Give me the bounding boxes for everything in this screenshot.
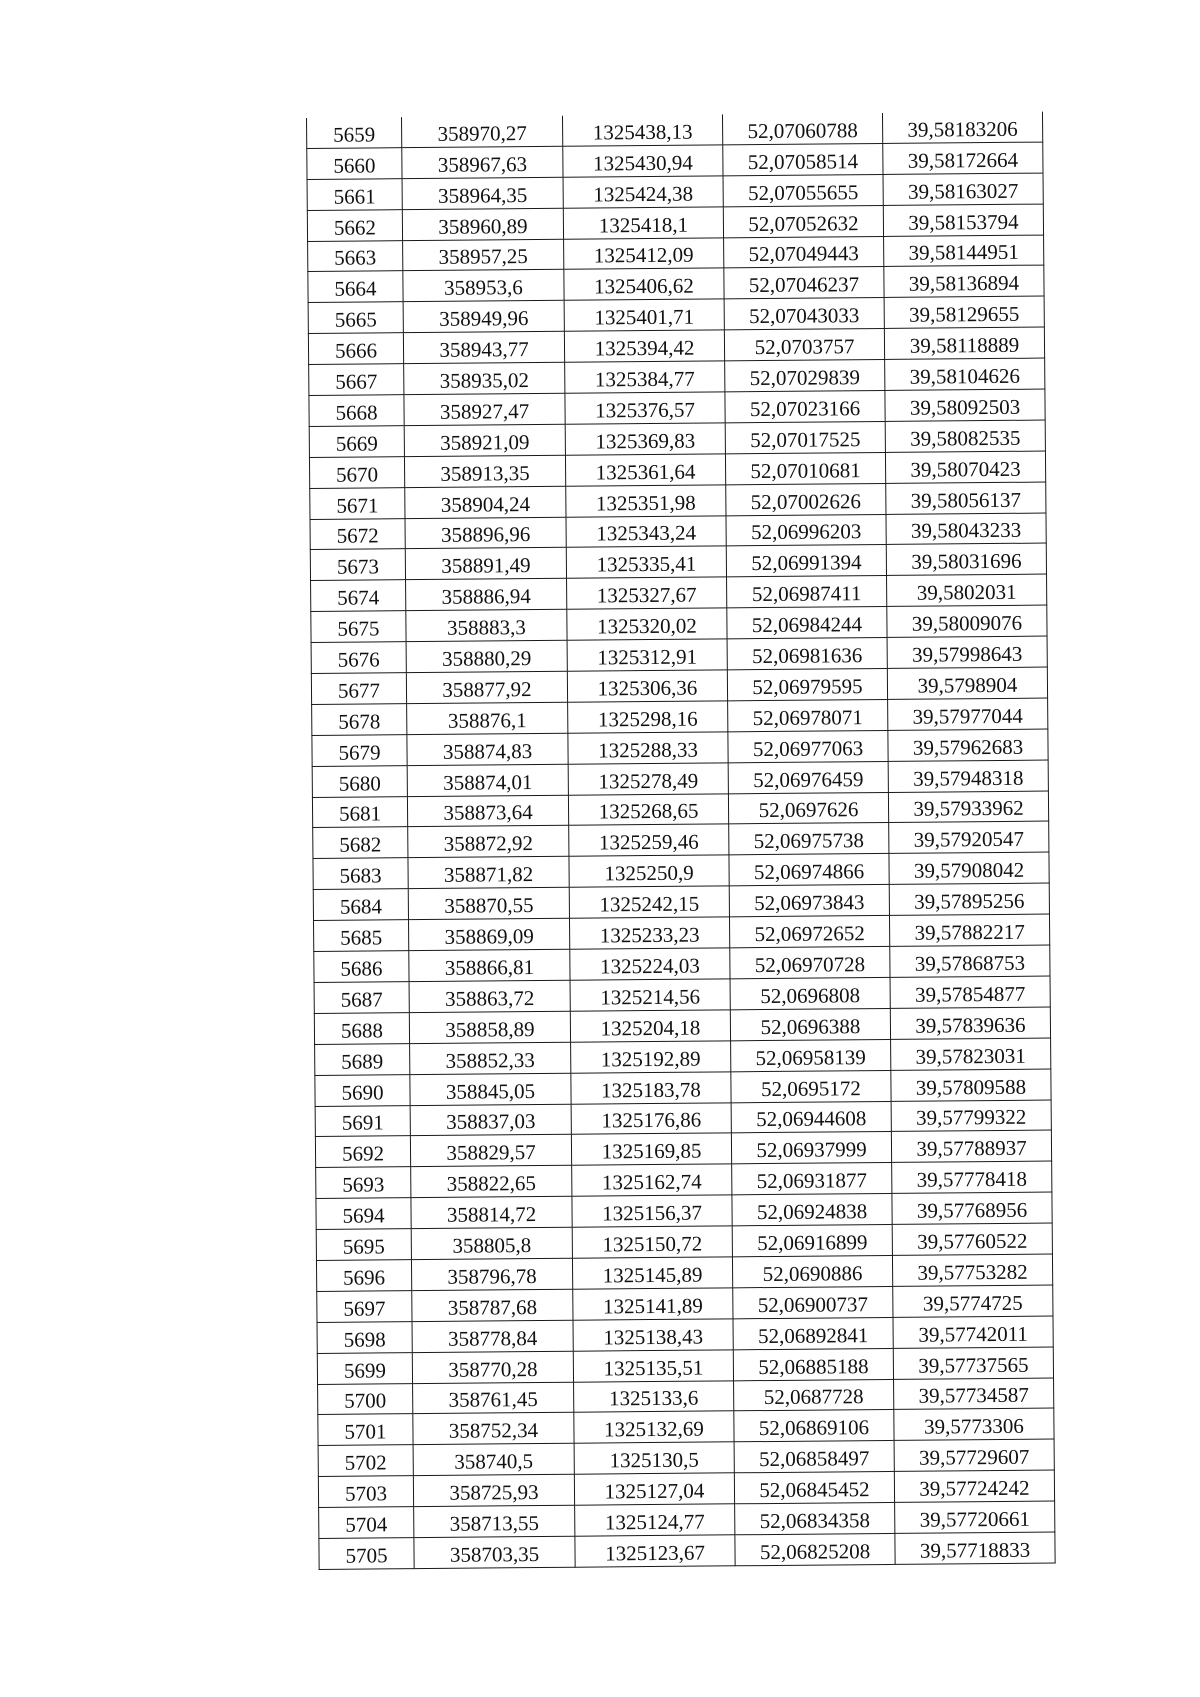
table-row	[319, 1532, 1055, 1569]
point-number-cell: 5672	[310, 518, 405, 550]
longitude-cell: 39,57742011	[893, 1316, 1053, 1348]
y-coordinate-cell: 1325394,42	[564, 330, 724, 362]
y-coordinate-cell: 1325133,6	[574, 1380, 734, 1412]
y-coordinate-cell: 1325288,33	[568, 732, 728, 764]
longitude-cell: 39,58183206	[882, 112, 1042, 144]
x-coordinate-cell: 358883,3	[406, 609, 567, 641]
point-number-cell: 5690	[315, 1074, 410, 1106]
latitude-cell: 52,06931877	[732, 1163, 892, 1195]
x-coordinate-cell: 358822,65	[411, 1166, 572, 1198]
longitude-cell: 39,58118889	[884, 327, 1044, 359]
longitude-cell: 39,57724242	[894, 1470, 1054, 1502]
latitude-cell: 52,0696808	[730, 977, 890, 1009]
point-number-cell: 5665	[308, 302, 403, 334]
longitude-cell: 39,58056137	[886, 482, 1046, 514]
latitude-cell: 52,06892841	[733, 1317, 893, 1349]
longitude-cell: 39,5773306	[894, 1408, 1054, 1440]
latitude-cell: 52,06916899	[732, 1224, 892, 1256]
y-coordinate-cell: 1325214,56	[570, 979, 730, 1011]
longitude-cell: 39,57799322	[891, 1100, 1051, 1132]
longitude-cell: 39,57908042	[889, 852, 1049, 884]
x-coordinate-cell: 358874,01	[407, 764, 568, 796]
point-number-cell: 5659	[306, 117, 401, 148]
y-coordinate-cell: 1325162,74	[572, 1164, 732, 1196]
y-coordinate-cell: 1325384,77	[565, 361, 725, 393]
y-coordinate-cell: 1325130,5	[574, 1442, 734, 1474]
longitude-cell: 39,58104626	[885, 358, 1045, 390]
y-coordinate-cell: 1325233,23	[569, 917, 729, 949]
latitude-cell: 52,06981636	[727, 638, 887, 670]
x-coordinate-cell: 358886,94	[406, 579, 567, 611]
y-coordinate-cell: 1325169,85	[571, 1133, 731, 1165]
point-number-cell: 5680	[312, 765, 407, 797]
latitude-cell: 52,07017525	[725, 421, 885, 453]
latitude-cell: 52,07023166	[725, 390, 885, 422]
x-coordinate-cell: 358725,93	[413, 1474, 574, 1506]
longitude-cell: 39,57854877	[890, 976, 1050, 1008]
x-coordinate-cell: 358953,6	[403, 270, 564, 302]
latitude-cell: 52,06984244	[727, 607, 887, 639]
y-coordinate-cell: 1325424,38	[563, 176, 723, 208]
point-number-cell: 5694	[316, 1198, 411, 1230]
point-number-cell: 5679	[312, 734, 407, 766]
point-number-cell: 5688	[314, 1012, 409, 1044]
point-number-cell: 5696	[316, 1260, 411, 1292]
point-number-cell: 5689	[315, 1043, 410, 1075]
longitude-cell: 39,58070423	[885, 451, 1045, 483]
longitude-cell: 39,57788937	[891, 1130, 1051, 1162]
point-number-cell: 5677	[311, 673, 406, 705]
x-coordinate-cell: 358874,83	[407, 733, 568, 765]
x-coordinate-cell: 358863,72	[409, 980, 570, 1012]
latitude-cell: 52,07002626	[726, 483, 886, 515]
longitude-cell: 39,58172664	[883, 142, 1043, 174]
longitude-cell: 39,57998643	[887, 636, 1047, 668]
y-coordinate-cell: 1325204,18	[570, 1010, 730, 1042]
x-coordinate-cell: 358921,09	[404, 424, 565, 456]
latitude-cell: 52,06885188	[733, 1348, 893, 1380]
longitude-cell: 39,57753282	[892, 1254, 1052, 1286]
y-coordinate-cell: 1325401,71	[564, 299, 724, 331]
y-coordinate-cell: 1325242,15	[569, 886, 729, 918]
x-coordinate-cell: 358935,02	[404, 362, 565, 394]
y-coordinate-cell: 1325298,16	[568, 701, 728, 733]
y-coordinate-cell: 1325138,43	[573, 1319, 733, 1351]
x-coordinate-cell: 358871,82	[408, 857, 569, 889]
latitude-cell: 52,06976459	[728, 761, 888, 793]
x-coordinate-cell: 358837,03	[410, 1104, 571, 1136]
y-coordinate-cell: 1325156,37	[572, 1195, 732, 1227]
x-coordinate-cell: 358869,09	[409, 918, 570, 950]
point-number-cell: 5695	[316, 1229, 411, 1261]
latitude-cell: 52,06924838	[732, 1194, 892, 1226]
longitude-cell: 39,58144951	[884, 235, 1044, 267]
y-coordinate-cell: 1325176,86	[571, 1102, 731, 1134]
x-coordinate-cell: 358913,35	[404, 455, 565, 487]
latitude-cell: 52,06977063	[728, 730, 888, 762]
y-coordinate-cell: 1325278,49	[568, 763, 728, 795]
point-number-cell: 5670	[309, 456, 404, 488]
point-number-cell: 5675	[311, 611, 406, 643]
latitude-cell: 52,07046237	[724, 267, 884, 299]
point-number-cell: 5668	[309, 395, 404, 427]
y-coordinate-cell: 1325135,51	[573, 1349, 733, 1381]
x-coordinate-cell: 358852,33	[410, 1042, 571, 1074]
x-coordinate-cell: 358870,55	[408, 887, 569, 919]
point-number-cell: 5676	[311, 642, 406, 674]
point-number-cell: 5698	[317, 1321, 412, 1353]
point-number-cell: 5686	[314, 951, 409, 983]
point-number-cell: 5673	[310, 549, 405, 581]
latitude-cell: 52,06973843	[729, 885, 889, 917]
x-coordinate-cell: 358904,24	[405, 486, 566, 518]
x-coordinate-cell: 358949,96	[403, 301, 564, 333]
point-number-cell: 5664	[308, 271, 403, 303]
y-coordinate-cell: 1325127,04	[574, 1473, 734, 1505]
y-coordinate-cell: 1325123,67	[575, 1535, 735, 1567]
latitude-cell: 52,0696388	[730, 1008, 890, 1040]
point-number-cell: 5683	[313, 858, 408, 890]
longitude-cell: 39,58009076	[887, 605, 1047, 637]
latitude-cell: 52,06845452	[734, 1472, 894, 1504]
longitude-cell: 39,58136894	[884, 266, 1044, 298]
longitude-cell: 39,57760522	[892, 1223, 1052, 1255]
latitude-cell: 52,06975738	[729, 823, 889, 855]
latitude-cell: 52,07058514	[723, 143, 883, 175]
y-coordinate-cell: 1325224,03	[570, 948, 730, 980]
latitude-cell: 52,07049443	[724, 236, 884, 268]
point-number-cell: 5687	[314, 982, 409, 1014]
y-coordinate-cell: 1325268,65	[568, 793, 728, 825]
point-number-cell: 5701	[318, 1414, 413, 1446]
x-coordinate-cell: 358778,84	[412, 1320, 573, 1352]
x-coordinate-cell: 358770,28	[412, 1351, 573, 1383]
longitude-cell: 39,58129655	[884, 296, 1044, 328]
longitude-cell: 39,57920547	[889, 822, 1049, 854]
latitude-cell: 52,06869106	[734, 1410, 894, 1442]
point-number-cell: 5684	[313, 889, 408, 921]
point-number-cell: 5691	[315, 1105, 410, 1137]
x-coordinate-cell: 358858,89	[409, 1011, 570, 1043]
y-coordinate-cell: 1325320,02	[567, 608, 727, 640]
latitude-cell: 52,07043033	[724, 298, 884, 330]
x-coordinate-cell: 358927,47	[404, 393, 565, 425]
y-coordinate-cell: 1325406,62	[564, 268, 724, 300]
point-number-cell: 5704	[319, 1507, 414, 1539]
x-coordinate-cell: 358787,68	[412, 1289, 573, 1321]
y-coordinate-cell: 1325430,94	[563, 145, 723, 177]
longitude-cell: 39,58153794	[883, 204, 1043, 236]
latitude-cell: 52,0690886	[732, 1255, 892, 1287]
y-coordinate-cell: 1325150,72	[572, 1226, 732, 1258]
longitude-cell: 39,57895256	[889, 883, 1049, 915]
latitude-cell: 52,06974866	[729, 854, 889, 886]
point-number-cell: 5685	[314, 920, 409, 952]
longitude-cell: 39,5802031	[887, 574, 1047, 606]
point-number-cell: 5663	[308, 240, 403, 272]
longitude-cell: 39,57977044	[888, 698, 1048, 730]
x-coordinate-cell: 358761,45	[413, 1382, 574, 1414]
latitude-cell: 52,06958139	[731, 1039, 891, 1071]
latitude-cell: 52,06970728	[730, 946, 890, 978]
x-coordinate-cell: 358703,35	[414, 1536, 575, 1568]
x-coordinate-cell: 358845,05	[410, 1073, 571, 1105]
point-number-cell: 5666	[308, 333, 403, 365]
point-number-cell: 5661	[307, 178, 402, 210]
y-coordinate-cell: 1325183,78	[571, 1071, 731, 1103]
point-number-cell: 5699	[317, 1352, 412, 1384]
latitude-cell: 52,07052632	[723, 205, 883, 237]
longitude-cell: 39,5774725	[893, 1285, 1053, 1317]
latitude-cell: 52,0697626	[728, 792, 888, 824]
x-coordinate-cell: 358880,29	[406, 640, 567, 672]
x-coordinate-cell: 358876,1	[407, 702, 568, 734]
longitude-cell: 39,57768956	[892, 1192, 1052, 1224]
point-number-cell: 5700	[318, 1383, 413, 1415]
point-number-cell: 5674	[311, 580, 406, 612]
y-coordinate-cell: 1325376,57	[565, 392, 725, 424]
y-coordinate-cell: 1325438,13	[562, 114, 722, 146]
x-coordinate-cell: 358873,64	[407, 795, 568, 827]
latitude-cell: 52,06900737	[733, 1286, 893, 1318]
point-number-cell: 5678	[312, 704, 407, 736]
latitude-cell: 52,07029839	[725, 360, 885, 392]
y-coordinate-cell: 1325250,9	[569, 855, 729, 887]
point-number-cell: 5681	[312, 796, 407, 828]
y-coordinate-cell: 1325312,91	[567, 639, 727, 671]
latitude-cell: 52,06825208	[735, 1533, 895, 1565]
point-number-cell: 5702	[318, 1445, 413, 1477]
longitude-cell: 39,57729607	[894, 1439, 1054, 1471]
y-coordinate-cell: 1325351,98	[566, 485, 726, 517]
coordinates-table	[306, 112, 1056, 1570]
longitude-cell: 39,57962683	[888, 729, 1048, 761]
longitude-cell: 39,57809588	[891, 1069, 1051, 1101]
latitude-cell: 52,06972652	[729, 916, 889, 948]
point-number-cell: 5682	[313, 827, 408, 859]
y-coordinate-cell: 1325361,64	[565, 454, 725, 486]
y-coordinate-cell: 1325335,41	[566, 546, 726, 578]
y-coordinate-cell: 1325369,83	[565, 423, 725, 455]
point-number-cell: 5705	[319, 1538, 414, 1570]
point-number-cell: 5667	[309, 364, 404, 396]
longitude-cell: 39,58031696	[886, 544, 1046, 576]
longitude-cell: 39,5798904	[887, 667, 1047, 699]
x-coordinate-cell: 358957,25	[403, 239, 564, 271]
latitude-cell: 52,06978071	[728, 699, 888, 731]
longitude-cell: 39,58092503	[885, 389, 1045, 421]
latitude-cell: 52,06979595	[727, 668, 887, 700]
x-coordinate-cell: 358752,34	[413, 1413, 574, 1445]
x-coordinate-cell: 358943,77	[403, 331, 564, 363]
longitude-cell: 39,57737565	[893, 1347, 1053, 1379]
latitude-cell: 52,06996203	[726, 514, 886, 546]
latitude-cell: 52,0695172	[731, 1070, 891, 1102]
point-number-cell: 5693	[316, 1167, 411, 1199]
y-coordinate-cell: 1325343,24	[566, 515, 726, 547]
latitude-cell: 52,07055655	[723, 174, 883, 206]
x-coordinate-cell: 358964,35	[402, 177, 563, 209]
x-coordinate-cell: 358960,89	[402, 208, 563, 240]
longitude-cell: 39,57933962	[888, 791, 1048, 823]
y-coordinate-cell: 1325124,77	[575, 1504, 735, 1536]
latitude-cell: 52,07010681	[725, 452, 885, 484]
latitude-cell: 52,0703757	[724, 329, 884, 361]
x-coordinate-cell: 358967,63	[402, 146, 563, 178]
longitude-cell: 39,57823031	[891, 1038, 1051, 1070]
point-number-cell: 5697	[317, 1290, 412, 1322]
latitude-cell: 52,06834358	[735, 1502, 895, 1534]
x-coordinate-cell: 358896,96	[405, 517, 566, 549]
longitude-cell: 39,57882217	[889, 914, 1049, 946]
longitude-cell: 39,57778418	[892, 1161, 1052, 1193]
y-coordinate-cell: 1325132,69	[574, 1411, 734, 1443]
longitude-cell: 39,57868753	[890, 945, 1050, 977]
x-coordinate-cell: 358814,72	[411, 1196, 572, 1228]
y-coordinate-cell: 1325412,09	[564, 237, 724, 269]
y-coordinate-cell: 1325192,89	[571, 1041, 731, 1073]
x-coordinate-cell: 358891,49	[405, 548, 566, 580]
x-coordinate-cell: 358829,57	[410, 1135, 571, 1167]
y-coordinate-cell: 1325327,67	[567, 577, 727, 609]
point-number-cell: 5660	[307, 148, 402, 180]
longitude-cell: 39,58043233	[886, 513, 1046, 545]
latitude-cell: 52,06937999	[731, 1132, 891, 1164]
x-coordinate-cell: 358740,5	[413, 1444, 574, 1476]
y-coordinate-cell: 1325145,89	[572, 1257, 732, 1289]
x-coordinate-cell: 358805,8	[411, 1227, 572, 1259]
x-coordinate-cell: 358872,92	[408, 826, 569, 858]
coordinates-table-body	[306, 112, 1055, 1570]
y-coordinate-cell: 1325259,46	[569, 824, 729, 856]
x-coordinate-cell: 358796,78	[411, 1258, 572, 1290]
y-coordinate-cell: 1325306,36	[567, 670, 727, 702]
y-coordinate-cell: 1325418,1	[563, 207, 723, 239]
latitude-cell: 52,06944608	[731, 1101, 891, 1133]
longitude-cell: 39,58163027	[883, 173, 1043, 205]
point-number-cell: 5662	[307, 209, 402, 241]
x-coordinate-cell: 358970,27	[401, 116, 562, 148]
longitude-cell: 39,57720661	[895, 1501, 1055, 1533]
latitude-cell: 52,06991394	[726, 545, 886, 577]
longitude-cell: 39,57839636	[890, 1007, 1050, 1039]
x-coordinate-cell: 358713,55	[414, 1505, 575, 1537]
longitude-cell: 39,58082535	[885, 420, 1045, 452]
point-number-cell: 5692	[315, 1136, 410, 1168]
longitude-cell: 39,57718833	[895, 1532, 1055, 1564]
x-coordinate-cell: 358866,81	[409, 949, 570, 981]
point-number-cell: 5703	[318, 1476, 413, 1508]
point-number-cell: 5671	[310, 487, 405, 519]
point-number-cell: 5669	[309, 426, 404, 458]
longitude-cell: 39,57734587	[894, 1378, 1054, 1410]
latitude-cell: 52,06858497	[734, 1441, 894, 1473]
y-coordinate-cell: 1325141,89	[573, 1288, 733, 1320]
latitude-cell: 52,07060788	[722, 113, 882, 145]
latitude-cell: 52,06987411	[727, 576, 887, 608]
longitude-cell: 39,57948318	[888, 760, 1048, 792]
latitude-cell: 52,0687728	[734, 1379, 894, 1411]
x-coordinate-cell: 358877,92	[406, 671, 567, 703]
